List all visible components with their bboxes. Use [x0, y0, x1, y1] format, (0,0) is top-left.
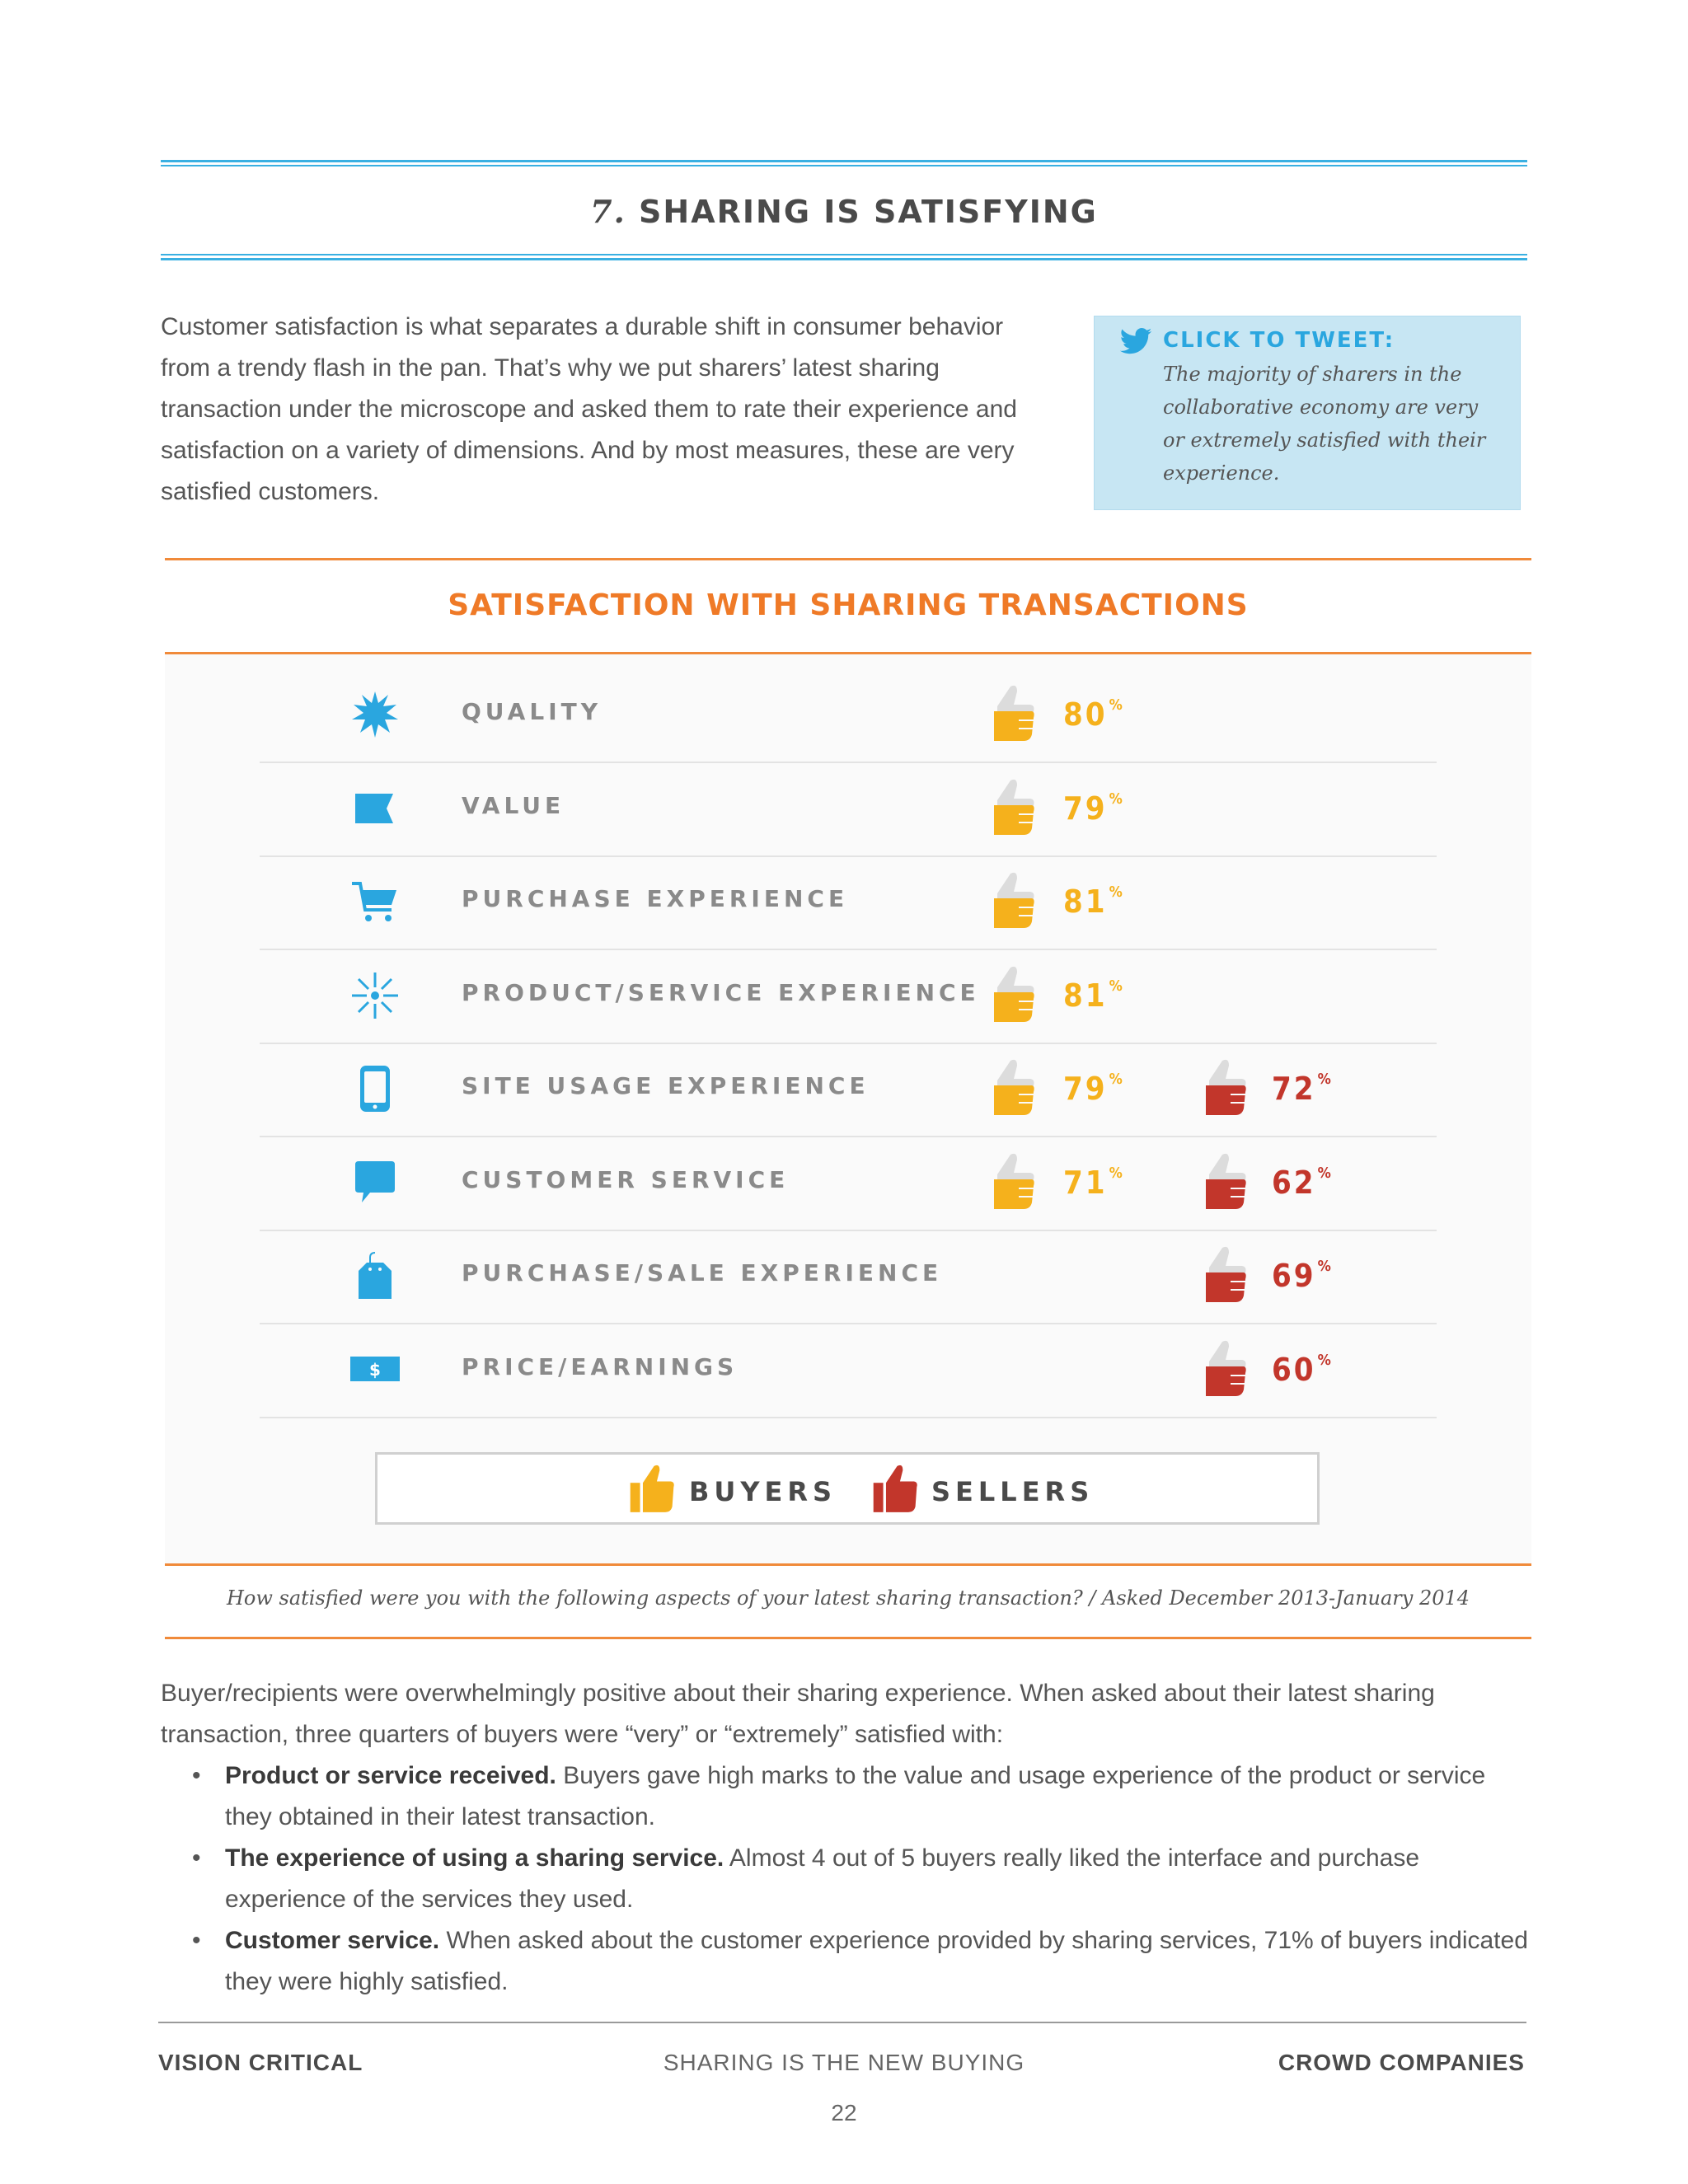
table-row — [260, 1230, 1437, 1324]
buyers-value: 81 % — [1063, 977, 1123, 1014]
chart-rule-bottom — [165, 1563, 1531, 1566]
tweet-text: The majority of sharers in the collaborative economy are very or extremely satisfied with their experience. — [1163, 363, 1486, 485]
row-label: CUSTOMER SERVICE — [462, 1165, 790, 1193]
table-row — [260, 762, 1437, 857]
row-label: VALUE — [462, 791, 565, 819]
speech-bubble-icon — [350, 1158, 400, 1207]
bullet-text: When asked about the customer experience provided by sharing services, 71% of buyers indicated they were highly satisfied. — [225, 1927, 1528, 1995]
sparkle-icon — [350, 971, 400, 1020]
svg-text:$: $ — [369, 1359, 381, 1380]
buyers-value: 79 % — [1063, 790, 1123, 827]
list-item: • Customer service. When asked about the customer experience provided by sharing services, 71% of buyers indicated they were highly satisfied. — [192, 1927, 1528, 1995]
table-row — [260, 855, 1437, 950]
mobile-phone-icon — [350, 1064, 400, 1113]
header-rule-bottom-thin — [161, 254, 1527, 255]
buyers-thumb-icon — [981, 683, 1035, 743]
buyers-value: 71 % — [1063, 1164, 1123, 1201]
sellers-value: 62 % — [1272, 1164, 1331, 1201]
row-label: PURCHASE EXPERIENCE — [462, 885, 849, 912]
buyers-thumb-icon — [629, 1463, 675, 1514]
flag-icon — [350, 784, 400, 833]
section-title-text: SHARING IS SATISFYING — [639, 194, 1098, 230]
sellers-thumb-icon — [1193, 1338, 1247, 1398]
dollar-bill-icon — [350, 1345, 400, 1394]
bullet-lead: Customer service. — [225, 1927, 440, 1954]
sellers-thumb-icon — [1193, 1057, 1247, 1117]
survey-question: How satisfied were you with the following aspects of your latest sharing transaction? / Asked December 2013-January 2014 — [226, 1586, 1470, 1610]
bullet-text: Buyers gave high marks to the value and usage experience of the product or service they obtained in their latest transaction. — [225, 1762, 1486, 1830]
starburst-icon — [350, 690, 400, 739]
row-label: PURCHASE/SALE EXPERIENCE — [462, 1259, 943, 1286]
intro-paragraph: Customer satisfaction is what separates a durable shift in consumer behavior from a trendy flash in the pan. That’s why we put sharers’ latest sharing transaction under the microscope and asked them to rate their experience and satisfaction on a variety of dimensions. And by most measures, these are very satisfied customers. — [161, 313, 1017, 505]
buyers-value: 80 % — [1063, 696, 1123, 733]
sellers-value: 69 % — [1272, 1258, 1331, 1294]
bullet-list — [161, 1755, 1529, 2003]
legend-sellers-label: SELLERS — [931, 1476, 1095, 1507]
buyers-value: 81 % — [1063, 883, 1123, 920]
buyers-thumb-icon — [981, 964, 1035, 1024]
sellers-value: 72 % — [1272, 1071, 1331, 1107]
bullet-text: Almost 4 out of 5 buyers really liked the interface and purchase experience of the services they used. — [225, 1844, 1420, 1913]
shopping-cart-icon — [350, 877, 400, 926]
header-rule-top-thin — [161, 165, 1527, 166]
footer-left: VISION CRITICAL — [158, 2050, 363, 2075]
sellers-thumb-icon — [1193, 1244, 1247, 1304]
buyers-value: 79 % — [1063, 1071, 1123, 1107]
buyers-thumb-icon — [981, 1057, 1035, 1117]
legend-buyers-label: BUYERS — [689, 1476, 837, 1507]
footer-center: SHARING IS THE NEW BUYING — [663, 2050, 1025, 2075]
click-to-tweet-box[interactable] — [1094, 316, 1521, 510]
page-number: 22 — [831, 2100, 857, 2125]
chart-title: SATISFACTION WITH SHARING TRANSACTIONS — [448, 588, 1249, 622]
table-row — [260, 1137, 1437, 1231]
body-paragraph: Buyer/recipients were overwhelmingly positive about their sharing experience. When asked about their latest sharing transaction, three quarters of buyers were “very” or “extremely” satisfied with: — [161, 1680, 1435, 1748]
price-tag-icon — [350, 1251, 400, 1301]
table-row — [260, 1324, 1437, 1418]
row-label: QUALITY — [462, 698, 602, 725]
twitter-bird-icon — [1119, 328, 1152, 354]
row-label: SITE USAGE EXPERIENCE — [462, 1072, 870, 1099]
chart-legend — [375, 1452, 1320, 1525]
buyers-thumb-icon — [981, 1151, 1035, 1211]
sellers-thumb-icon — [1193, 1151, 1247, 1211]
question-rule — [165, 1637, 1531, 1639]
sellers-thumb-icon — [872, 1463, 918, 1514]
bullet-lead: The experience of using a sharing service. — [225, 1844, 724, 1872]
section-number: 7. — [590, 193, 626, 230]
header-rule-bottom — [161, 258, 1527, 260]
buyers-thumb-icon — [981, 777, 1035, 837]
row-label: PRODUCT/SERVICE EXPERIENCE — [462, 978, 980, 1006]
chart-rule-top — [165, 558, 1531, 560]
table-row — [260, 1043, 1437, 1137]
footer-rule — [158, 2022, 1526, 2023]
header-rule-top — [161, 160, 1527, 162]
list-item: • The experience of using a sharing service. Almost 4 out of 5 buyers really liked the interface and purchase experience of the services they used. — [192, 1844, 1420, 1913]
buyers-thumb-icon — [981, 870, 1035, 930]
sellers-value: 60 % — [1272, 1351, 1331, 1388]
table-row — [260, 949, 1437, 1044]
bullet-lead: Product or service received. — [225, 1762, 556, 1789]
tweet-label: CLICK TO TWEET: — [1163, 328, 1395, 353]
footer-right: CROWD COMPANIES — [1278, 2050, 1525, 2075]
row-label: PRICE/EARNINGS — [462, 1352, 738, 1380]
chart-rule-title — [165, 652, 1531, 654]
table-row — [260, 668, 1437, 763]
section-title — [161, 193, 1527, 230]
list-item: • Product or service received. Buyers gave high marks to the value and usage experience of the product or service they obtained in their latest transaction. — [192, 1762, 1486, 1830]
